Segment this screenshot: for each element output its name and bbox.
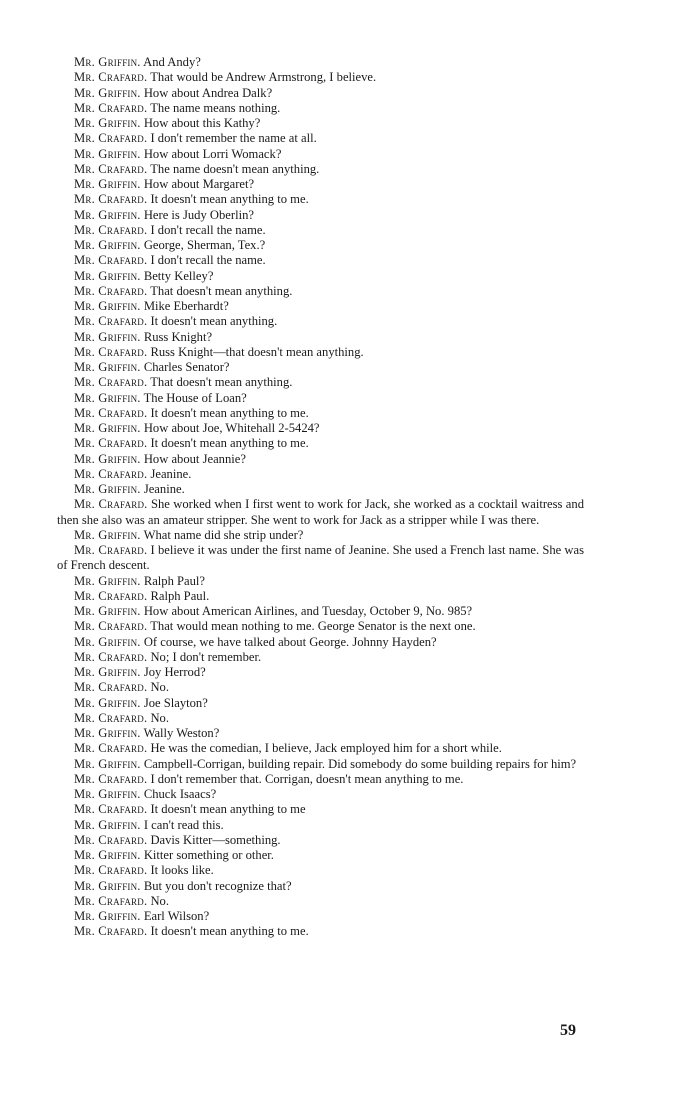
speaker-name: Mr. Griffin. (74, 482, 141, 496)
transcript-line (57, 909, 584, 924)
speaker-name: Mr. Griffin. (74, 527, 141, 542)
transcript-line (57, 345, 584, 360)
speaker-name: Mr. Crafard. (74, 710, 148, 725)
speaker-name: Mr. Crafard. (74, 893, 148, 908)
transcript-line (57, 253, 584, 268)
speaker-name: Mr. Crafard. (74, 375, 148, 390)
transcript-line (57, 421, 584, 436)
spoken-text: It doesn't mean anything to me. (150, 436, 309, 451)
transcript-line (57, 86, 584, 101)
transcript-line (57, 543, 584, 574)
speaker-name: Mr. Griffin. (74, 634, 141, 649)
speaker-name: Mr. Crafard. (74, 100, 148, 115)
speaker-name: Mr. Griffin. (74, 55, 141, 69)
spoken-text: I don't remember that. Corrigan, doesn't mean anything to me. (150, 771, 464, 786)
speaker-name: Mr. Crafard. (74, 466, 148, 481)
spoken-text: Chuck Isaacs? (143, 787, 217, 801)
spoken-text: No; I don't remember. (150, 649, 262, 664)
speaker-name: Mr. Crafard. (74, 863, 148, 878)
speaker-name: Mr. Crafard. (74, 222, 148, 237)
transcript-line (57, 757, 584, 772)
speaker-name: Mr. Griffin. (74, 85, 141, 100)
transcript-line (57, 162, 584, 177)
speaker-name: Mr. Griffin. (74, 909, 141, 923)
spoken-text: That would be Andrew Armstrong, I believe. (150, 70, 377, 85)
transcript-line (57, 238, 584, 253)
spoken-text: Kitter something or other. (143, 848, 274, 862)
spoken-text: Russ Knight—that doesn't mean anything. (150, 344, 364, 359)
speaker-name: Mr. Griffin. (74, 848, 141, 862)
speaker-name: Mr. Crafard. (74, 771, 148, 786)
transcript-line (57, 848, 584, 863)
transcript-line (57, 452, 584, 467)
transcript-line (57, 787, 584, 802)
speaker-name: Mr. Crafard. (74, 314, 148, 329)
transcript-line (57, 741, 584, 756)
speaker-name: Mr. Crafard. (74, 497, 148, 512)
spoken-text: I don't recall the name. (150, 222, 266, 237)
spoken-text: Ralph Paul? (143, 573, 206, 588)
transcript-line (57, 497, 584, 528)
speaker-name: Mr. Crafard. (74, 253, 148, 268)
speaker-name: Mr. Crafard. (74, 649, 148, 664)
speaker-name: Mr. Crafard. (74, 192, 148, 207)
transcript-line (57, 772, 584, 787)
spoken-text: It doesn't mean anything to me. (150, 192, 309, 207)
transcript-line (57, 467, 584, 482)
transcript-line (57, 406, 584, 421)
spoken-text: Here is Judy Oberlin? (143, 207, 254, 222)
spoken-text: She worked when I first went to work for Jack, she worked as a cocktail waitress and then she also was an amateur stripper. She went to work for Jack as a stripper while I was there. (57, 497, 584, 527)
transcript-line (57, 619, 584, 634)
speaker-name: Mr. Griffin. (74, 116, 141, 130)
spoken-text: I don't recall the name. (150, 253, 266, 268)
speaker-name: Mr. Crafard. (74, 802, 148, 817)
speaker-name: Mr. Griffin. (74, 390, 141, 405)
speaker-name: Mr. Griffin. (74, 146, 141, 161)
spoken-text: Wally Weston? (143, 726, 220, 740)
spoken-text: How about Lorri Womack? (143, 146, 282, 161)
spoken-text: And Andy? (143, 55, 201, 69)
spoken-text: Mike Eberhardt? (143, 299, 229, 313)
transcript-line (57, 208, 584, 223)
transcript-line (57, 391, 584, 406)
speaker-name: Mr. Crafard. (74, 131, 148, 146)
transcript-line (57, 177, 584, 192)
spoken-text: I can't read this. (143, 817, 224, 832)
speaker-name: Mr. Griffin. (74, 207, 141, 222)
spoken-text: Jeanine. (150, 466, 192, 481)
speaker-name: Mr. Griffin. (74, 238, 141, 252)
transcript-line (57, 650, 584, 665)
speaker-name: Mr. Griffin. (74, 268, 141, 283)
transcript-line (57, 574, 584, 589)
transcript-line (57, 223, 584, 238)
speaker-name: Mr. Crafard. (74, 405, 148, 420)
transcript-line (57, 894, 584, 909)
spoken-text: Jeanine. (143, 482, 185, 496)
transcript-line (57, 482, 584, 497)
transcript-line (57, 360, 584, 375)
transcript-line (57, 70, 584, 85)
transcript-line (57, 269, 584, 284)
speaker-name: Mr. Crafard. (74, 832, 148, 847)
speaker-name: Mr. Griffin. (74, 695, 141, 710)
transcript-line (57, 924, 584, 939)
speaker-name: Mr. Griffin. (74, 726, 141, 740)
spoken-text: I don't remember the name at all. (150, 131, 317, 146)
transcript-line (57, 147, 584, 162)
spoken-text: But you don't recognize that? (143, 878, 292, 893)
speaker-name: Mr. Griffin. (74, 360, 141, 374)
speaker-name: Mr. Griffin. (74, 329, 141, 344)
transcript-line (57, 299, 584, 314)
spoken-text: No. (150, 680, 169, 695)
speaker-name: Mr. Crafard. (74, 161, 148, 176)
transcript-line (57, 680, 584, 695)
spoken-text: How about Margaret? (143, 177, 255, 191)
speaker-name: Mr. Crafard. (74, 283, 148, 298)
transcript-line (57, 528, 584, 543)
spoken-text: It doesn't mean anything to me. (150, 405, 309, 420)
speaker-name: Mr. Crafard. (74, 70, 148, 85)
spoken-text: He was the comedian, I believe, Jack employed him for a short while. (150, 741, 502, 756)
speaker-name: Mr. Griffin. (74, 451, 141, 466)
spoken-text: How about Joe, Whitehall 2-5424? (143, 421, 320, 435)
spoken-text: It doesn't mean anything. (150, 314, 278, 329)
spoken-text: Joe Slayton? (143, 695, 208, 710)
spoken-text: What name did she strip under? (143, 527, 304, 542)
spoken-text: How about this Kathy? (143, 116, 261, 130)
spoken-text: That would mean nothing to me. George Senator is the next one. (150, 619, 476, 634)
transcript-line (57, 330, 584, 345)
transcript-line (57, 101, 584, 116)
transcript-line (57, 284, 584, 299)
spoken-text: The House of Loan? (143, 390, 247, 405)
speaker-name: Mr. Crafard. (74, 436, 148, 451)
speaker-name: Mr. Griffin. (74, 878, 141, 893)
spoken-text: That doesn't mean anything. (150, 283, 293, 298)
speaker-name: Mr. Crafard. (74, 588, 148, 603)
transcript-line (57, 635, 584, 650)
transcript-line (57, 589, 584, 604)
spoken-text: It looks like. (150, 863, 214, 878)
spoken-text: It doesn't mean anything to me (150, 802, 306, 817)
transcript-line (57, 833, 584, 848)
transcript-line (57, 116, 584, 131)
spoken-text: No. (150, 710, 169, 725)
transcript-line (57, 726, 584, 741)
speaker-name: Mr. Griffin. (74, 573, 141, 588)
speaker-name: Mr. Griffin. (74, 604, 141, 618)
spoken-text: That doesn't mean anything. (150, 375, 293, 390)
transcript-line (57, 55, 584, 70)
speaker-name: Mr. Griffin. (74, 177, 141, 191)
spoken-text: Earl Wilson? (143, 909, 210, 923)
transcript-line (57, 818, 584, 833)
spoken-text: Russ Knight? (143, 329, 213, 344)
speaker-name: Mr. Crafard. (74, 924, 148, 939)
transcript-line (57, 879, 584, 894)
transcript-line (57, 711, 584, 726)
transcript-line (57, 696, 584, 711)
speaker-name: Mr. Crafard. (74, 344, 148, 359)
spoken-text: Charles Senator? (143, 360, 230, 374)
transcript-line (57, 604, 584, 619)
speaker-name: Mr. Crafard. (74, 619, 148, 634)
transcript-line (57, 863, 584, 878)
transcript-line (57, 314, 584, 329)
page-number: 59 (560, 1022, 576, 1039)
speaker-name: Mr. Griffin. (74, 817, 141, 832)
spoken-text: How about Jeannie? (143, 451, 246, 466)
transcript-line (57, 192, 584, 207)
spoken-text: Davis Kitter—something. (150, 832, 281, 847)
spoken-text: Campbell-Corrigan, building repair. Did somebody do some building repairs for him? (143, 756, 577, 771)
transcript-line (57, 802, 584, 817)
spoken-text: The name means nothing. (150, 100, 281, 115)
transcript-line (57, 131, 584, 146)
spoken-text: It doesn't mean anything to me. (150, 924, 309, 939)
transcript-body (57, 55, 584, 940)
speaker-name: Mr. Griffin. (74, 665, 141, 679)
spoken-text: Betty Kelley? (143, 268, 214, 283)
spoken-text: How about American Airlines, and Tuesday, October 9, No. 985? (143, 604, 473, 618)
spoken-text: How about Andrea Dalk? (143, 85, 273, 100)
speaker-name: Mr. Crafard. (74, 680, 148, 695)
transcript-line (57, 665, 584, 680)
transcript-line (57, 375, 584, 390)
speaker-name: Mr. Crafard. (74, 741, 148, 756)
transcript-line (57, 436, 584, 451)
speaker-name: Mr. Griffin. (74, 787, 141, 801)
speaker-name: Mr. Crafard. (74, 543, 148, 557)
spoken-text: George, Sherman, Tex.? (143, 238, 266, 252)
speaker-name: Mr. Griffin. (74, 421, 141, 435)
spoken-text: Ralph Paul. (150, 588, 210, 603)
speaker-name: Mr. Griffin. (74, 756, 141, 771)
spoken-text: I believe it was under the first name of Jeanine. She used a French last name. She was of French descent. (57, 543, 584, 573)
spoken-text: No. (150, 893, 169, 908)
spoken-text: Joy Herrod? (143, 665, 206, 679)
spoken-text: Of course, we have talked about George. Johnny Hayden? (143, 634, 437, 649)
speaker-name: Mr. Griffin. (74, 299, 141, 313)
spoken-text: The name doesn't mean anything. (150, 161, 320, 176)
